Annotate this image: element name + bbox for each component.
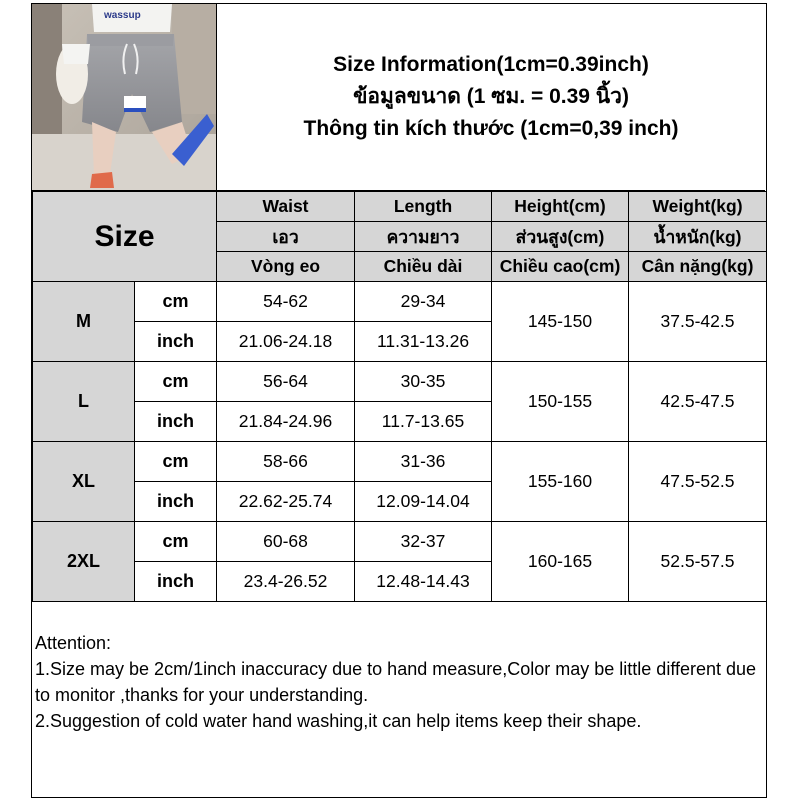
- unit-cm: cm: [135, 522, 217, 562]
- waist-cm: 58-66: [217, 442, 355, 482]
- unit-inch: inch: [135, 322, 217, 362]
- waist-cm: 54-62: [217, 282, 355, 322]
- weight: 37.5-42.5: [629, 282, 767, 362]
- height: 155-160: [492, 442, 629, 522]
- waist-inch: 21.06-24.18: [217, 322, 355, 362]
- length-cm: 29-34: [355, 282, 492, 322]
- title-english: Size Information(1cm=0.39inch): [333, 53, 649, 76]
- weight: 52.5-57.5: [629, 522, 767, 602]
- shirt-print-text: wassup: [104, 10, 141, 21]
- table-row: [33, 522, 767, 562]
- size-name: L: [33, 362, 135, 442]
- height: 150-155: [492, 362, 629, 442]
- table-row: [33, 282, 767, 322]
- notes-heading: Attention:: [35, 633, 112, 653]
- title-thai: ข้อมูลขนาด (1 ซม. = 0.39 นิ้ว): [353, 85, 629, 108]
- title-vietnamese: Thông tin kích thước (1cm=0,39 inch): [303, 117, 679, 140]
- length-cm: 30-35: [355, 362, 492, 402]
- waist-cm: 56-64: [217, 362, 355, 402]
- col-weight-en: Weight(kg): [629, 192, 767, 222]
- col-waist-vi: Vòng eo: [217, 252, 355, 282]
- col-waist-th: เอว: [217, 222, 355, 252]
- product-photo-image: [32, 4, 216, 190]
- col-waist-en: Waist: [217, 192, 355, 222]
- title-block: [217, 4, 765, 190]
- length-inch: 11.7-13.65: [355, 402, 492, 442]
- table-row: [33, 442, 767, 482]
- waist-inch: 21.84-24.96: [217, 402, 355, 442]
- size-name: 2XL: [33, 522, 135, 602]
- waist-inch: 23.4-26.52: [217, 562, 355, 602]
- size-name: M: [33, 282, 135, 362]
- weight: 42.5-47.5: [629, 362, 767, 442]
- col-length-en: Length: [355, 192, 492, 222]
- length-inch: 12.48-14.43: [355, 562, 492, 602]
- header: [32, 4, 765, 191]
- unit-inch: inch: [135, 482, 217, 522]
- waist-cm: 60-68: [217, 522, 355, 562]
- unit-inch: inch: [135, 402, 217, 442]
- length-inch: 12.09-14.04: [355, 482, 492, 522]
- attention-notes: [35, 630, 763, 734]
- size-header: Size: [33, 192, 217, 282]
- col-weight-th: น้ำหนัก(kg): [629, 222, 767, 252]
- height: 160-165: [492, 522, 629, 602]
- size-chart-sheet: [31, 3, 767, 798]
- unit-cm: cm: [135, 442, 217, 482]
- col-weight-vi: Cân nặng(kg): [629, 252, 767, 282]
- size-table: [32, 191, 767, 602]
- size-name: XL: [33, 442, 135, 522]
- col-length-th: ความยาว: [355, 222, 492, 252]
- col-height-vi: Chiều cao(cm): [492, 252, 629, 282]
- table-row: [33, 362, 767, 402]
- notes-item-1: 1.Size may be 2cm/1inch inaccuracy due to hand measure,Color may be little different due to monitor ,thanks for your understanding.: [35, 659, 757, 705]
- col-height-th: ส่วนสูง(cm): [492, 222, 629, 252]
- product-photo: [32, 4, 217, 190]
- unit-inch: inch: [135, 562, 217, 602]
- waist-inch: 22.62-25.74: [217, 482, 355, 522]
- length-cm: 32-37: [355, 522, 492, 562]
- col-height-en: Height(cm): [492, 192, 629, 222]
- unit-cm: cm: [135, 282, 217, 322]
- length-cm: 31-36: [355, 442, 492, 482]
- unit-cm: cm: [135, 362, 217, 402]
- col-length-vi: Chiều dài: [355, 252, 492, 282]
- length-inch: 11.31-13.26: [355, 322, 492, 362]
- weight: 47.5-52.5: [629, 442, 767, 522]
- notes-item-2: 2.Suggestion of cold water hand washing,it can help items keep their shape.: [35, 711, 642, 731]
- height: 145-150: [492, 282, 629, 362]
